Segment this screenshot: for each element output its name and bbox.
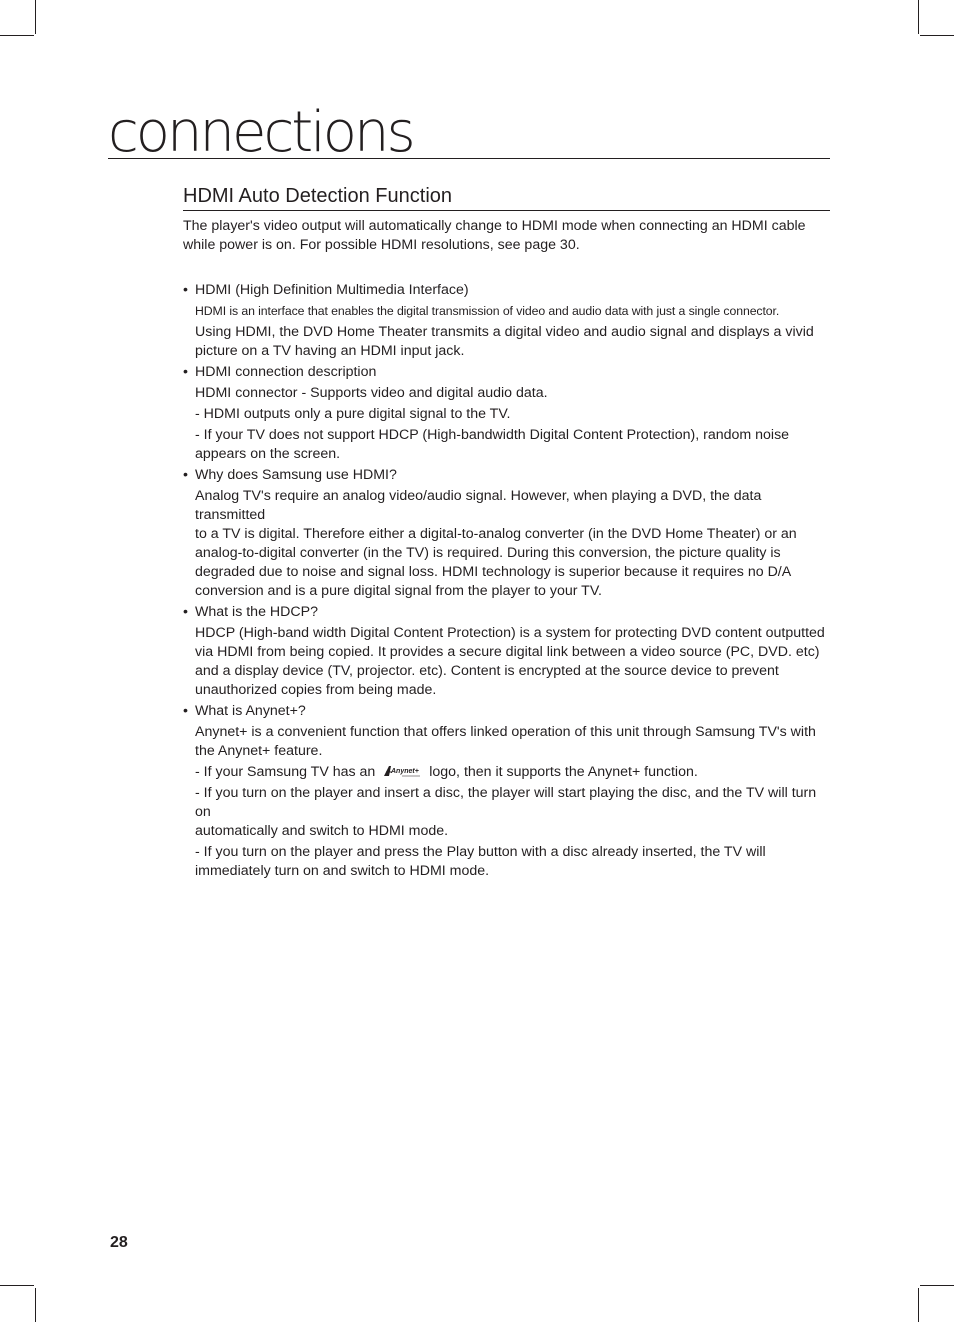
bullet-dot: • (183, 364, 188, 380)
bullet-text (195, 763, 831, 782)
bullet-list (183, 281, 831, 883)
text-line: degraded due to noise and signal loss. HDMI technology is superior because it requires no D/A (195, 564, 792, 580)
bullet-title: Why does Samsung use HDMI? (195, 467, 397, 483)
bullet-text (195, 784, 831, 841)
bullet-text (195, 302, 831, 321)
text-line: HDMI is an interface that enables the digital transmission of video and audio data with just a single connector. (195, 304, 780, 318)
text-line: immediately turn on and switch to HDMI mode. (195, 863, 490, 879)
text-line: to a TV is digital. Therefore either a digital-to-analog converter (in the DVD Home Theater) or an (195, 526, 797, 542)
bullet-title: HDMI connection description (195, 364, 377, 380)
crop-mark-top-left-vertical (35, 0, 36, 34)
text-line: conversion and is a pure digital signal from the player to your TV. (195, 583, 602, 599)
text-line: unauthorized copies from being made. (195, 682, 437, 698)
bullet-dot: • (183, 703, 188, 719)
bullet-title: What is the HDCP? (195, 604, 318, 620)
chapter-title: connections (108, 100, 413, 165)
text-line (195, 763, 831, 782)
bullet-title: What is Anynet+? (195, 703, 306, 719)
text-line: Anynet+ is a convenient function that offers linked operation of this unit through Samsung TV's with (195, 724, 816, 740)
bullet-dot: • (183, 467, 188, 483)
text-line: - If you turn on the player and insert a disc, the player will start playing the disc, and the TV will turn on (195, 785, 817, 820)
anynet-logo-mark (384, 766, 391, 776)
crop-mark-bottom-left-vertical (35, 1288, 36, 1322)
bullet-item-hdmi (183, 281, 831, 361)
crop-mark-bottom-left-horizontal (0, 1285, 34, 1286)
bullet-dot: • (183, 282, 188, 298)
text-line: analog-to-digital converter (in the TV) is required. During this conversion, the picture quality is (195, 545, 781, 561)
crop-mark-top-left-horizontal (0, 35, 34, 36)
bullet-dot: • (183, 604, 188, 620)
bullet-text (195, 624, 831, 700)
page-number: 28 (110, 1234, 128, 1251)
crop-mark-top-right-horizontal (920, 35, 954, 36)
bullet-text (195, 405, 831, 424)
bullet-text (195, 426, 831, 464)
crop-mark-bottom-right-horizontal (920, 1285, 954, 1286)
crop-mark-top-right-vertical (918, 0, 919, 34)
bullet-title: HDMI (High Definition Multimedia Interface) (195, 282, 469, 298)
text-line: - If you turn on the player and press the Play button with a disc already inserted, the TV will (195, 844, 766, 860)
text-line: Using HDMI, the DVD Home Theater transmits a digital video and audio signal and displays a vivid (195, 324, 814, 340)
intro-line: The player's video output will automatically change to HDMI mode when connecting an HDMI cable (183, 218, 806, 234)
anynet-logo-icon (383, 764, 421, 778)
bullet-item-hdmi-connection (183, 363, 831, 464)
crop-mark-bottom-right-vertical (918, 1288, 919, 1322)
text-line: HDCP (High-band width Digital Content Protection) is a system for protecting DVD content outputted (195, 625, 825, 641)
intro-line: while power is on. For possible HDMI resolutions, see page 30. (183, 237, 580, 253)
bullet-item-anynet (183, 702, 831, 881)
text-line: picture on a TV having an HDMI input jack. (195, 343, 465, 359)
text-line: the Anynet+ feature. (195, 743, 323, 759)
bullet-text (195, 487, 831, 601)
bullet-text (195, 384, 831, 403)
chapter-header (108, 100, 830, 165)
text-line: Analog TV's require an analog video/audio signal. However, when playing a DVD, the data transmitted (195, 488, 762, 523)
text-line: appears on the screen. (195, 446, 341, 462)
text-line: via HDMI from being copied. It provides a secure digital link between a video source (PC, DVD. etc) (195, 644, 820, 660)
bullet-text (195, 843, 831, 881)
bullet-text (195, 723, 831, 761)
bullet-item-why-hdmi (183, 466, 831, 601)
text-line: - If your TV does not support HDCP (High-bandwidth Digital Content Protection), random noise (195, 427, 790, 443)
intro-paragraph (183, 217, 823, 255)
text-line: HDMI connector - Supports video and digital audio data. (195, 385, 548, 401)
text-fragment: logo, then it supports the Anynet+ function. (429, 764, 698, 780)
anynet-logo-text: Anynet+ (391, 768, 420, 775)
text-line: - HDMI outputs only a pure digital signal to the TV. (195, 406, 511, 422)
section-title: HDMI Auto Detection Function (183, 183, 830, 211)
bullet-text (195, 323, 831, 361)
text-fragment: - If your Samsung TV has an (195, 764, 376, 780)
bullet-item-hdcp (183, 603, 831, 700)
text-line: and a display device (TV, projector. etc). Content is encrypted at the source device to prevent (195, 663, 779, 679)
text-line: automatically and switch to HDMI mode. (195, 823, 449, 839)
anynet-logo-graphic (383, 764, 421, 778)
